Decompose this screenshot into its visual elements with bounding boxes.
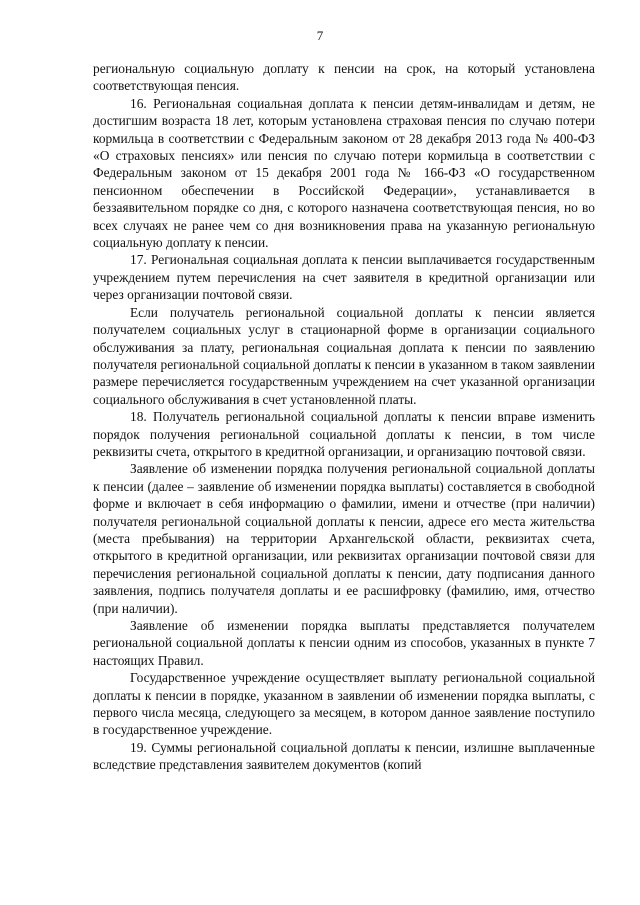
paragraph-continuation: региональную социальную доплату к пенсии на срок, на который установлена соответствующая пенсия. <box>93 61 595 94</box>
paragraph-item-17: 17. Региональная социальная доплата к пенсии выплачивается государственным учреждением путем перечисления на счет заявителя в кредитной организации или через организации почтовой связи. <box>93 252 595 303</box>
paragraph-item-19: 19. Суммы региональной социальной доплаты к пенсии, излишне выплаченные вследствие представления заявителем документов (копий <box>93 739 595 773</box>
paragraph-item-16: 16. Региональная социальная доплата к пенсии детям-инвалидам и детям, не достигшим возраста 18 лет, которым установлена страховая пенсия по случаю потери кормильца в соответствии с Федеральным законом от 28 декабря 2013 года № 400-ФЗ «О страховых пенсиях» или пенсия по случаю потери кормильца в соответствии с Федеральным законом от 15 декабря 2001 года № 166-ФЗ «О государственном пенсионном обеспечении в Российской Федерации», устанавливается в беззаявительном порядке со дня, с которого назначена соответствующая пенсия, но во всех случаях не ранее чем со дня возникновения права на указанную региональную социальную доплату к пенсии. <box>93 95 595 251</box>
paragraph-item-18: 18. Получатель региональной социальной доплаты к пенсии вправе изменить порядок получения региональной социальной доплаты к пенсии, в том числе реквизиты счета, открытого в кредитной организации, и организацию почтовой связи. <box>93 409 595 459</box>
page-number: 7 <box>316 28 324 43</box>
paragraph-item-18-application-content: Заявление об изменении порядка получения региональной социальной доплаты к пенсии (далее – заявление об изменении порядка выплаты) составляется в свободной форме и включает в себя информацию о фамилии, имени и отчестве (при наличии) получателя региональной социальной доплаты к пенсии, адресе его места жительства (места пребывания) на территории Архангельской области, реквизитах счета, открытого в кредитной организации, или реквизитах организации почтовой связи для перечисления региональной социальной доплаты к пенсии, дату подписания данного заявления, подпись получателя доплаты и ее расшифровку (фамилию, имя, отчество (при наличии). <box>93 461 595 616</box>
paragraph-item-17-social-services: Если получатель региональной социальной доплаты к пенсии является получателем социальных услуг в стационарной форме в организации социального обслуживания за плату, региональная социальная доплата к пенсии по заявлению получателя региональной социальной доплаты к пенсии в указанном в таком заявлении размере перечисляется государственным учреждением на счет указанной организации социального обслуживания в счет установленной платы. <box>93 304 595 407</box>
paragraph-item-18-payment-change: Государственное учреждение осуществляет выплату региональной социальной доплаты к пенсии в порядке, указанном в заявлении об изменении порядка выплаты, с первого числа месяца, следующего за месяцем, в котором данное заявление поступило в государственное учреждение. <box>93 670 595 738</box>
document-body <box>93 60 595 774</box>
paragraph-item-18-application-submission: Заявление об изменении порядка выплаты представляется получателем региональной социальной доплаты к пенсии одним из способов, указанных в пункте 7 настоящих Правил. <box>93 618 595 668</box>
